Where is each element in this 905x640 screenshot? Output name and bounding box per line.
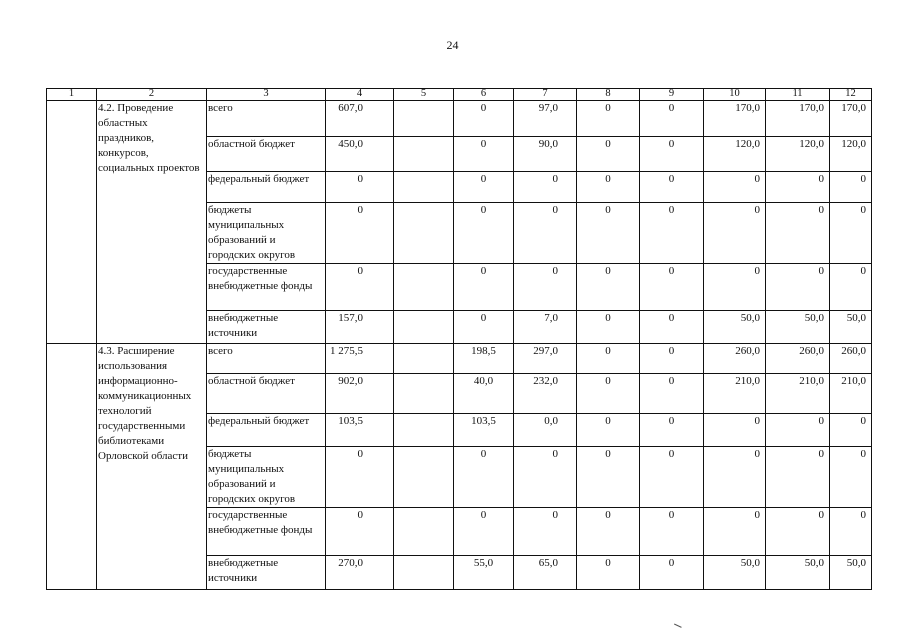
value-cell: 260,0 xyxy=(766,344,830,374)
funding-source-cell: всего xyxy=(207,101,326,137)
value-cell: 297,0 xyxy=(514,344,577,374)
value-cell: 0 xyxy=(454,172,514,203)
value-cell: 0 xyxy=(577,556,640,590)
value-cell: 170,0 xyxy=(766,101,830,137)
value-cell: 0 xyxy=(704,414,766,447)
value-cell: 260,0 xyxy=(704,344,766,374)
column-number: 4 xyxy=(326,89,394,101)
value-cell: 0 xyxy=(640,374,704,414)
value-cell xyxy=(394,374,454,414)
value-cell: 0 xyxy=(454,203,514,264)
value-cell xyxy=(394,137,454,172)
value-cell xyxy=(394,447,454,508)
value-cell xyxy=(394,414,454,447)
value-cell: 450,0 xyxy=(326,137,394,172)
value-cell: 0 xyxy=(830,172,872,203)
value-cell: 0 xyxy=(454,137,514,172)
value-cell xyxy=(394,203,454,264)
value-cell: 0 xyxy=(577,137,640,172)
value-cell: 0 xyxy=(577,101,640,137)
funding-source-cell: государственные внебюджетные фонды xyxy=(207,264,326,311)
value-cell: 0 xyxy=(577,414,640,447)
value-cell: 50,0 xyxy=(830,311,872,344)
value-cell: 0 xyxy=(577,344,640,374)
value-cell: 0 xyxy=(640,172,704,203)
value-cell: 270,0 xyxy=(326,556,394,590)
value-cell: 0 xyxy=(514,203,577,264)
funding-source-cell: федеральный бюджет xyxy=(207,172,326,203)
value-cell: 0 xyxy=(704,264,766,311)
funding-source-cell: всего xyxy=(207,344,326,374)
value-cell: 0 xyxy=(704,172,766,203)
value-cell: 902,0 xyxy=(326,374,394,414)
funding-source-cell: бюджеты муниципальных образований и городских округов xyxy=(207,447,326,508)
value-cell: 0 xyxy=(577,203,640,264)
value-cell: 0 xyxy=(640,101,704,137)
value-cell xyxy=(394,264,454,311)
value-cell: 65,0 xyxy=(514,556,577,590)
value-cell: 0 xyxy=(640,203,704,264)
value-cell: 50,0 xyxy=(766,311,830,344)
program-name-cell: 4.3. Расширение использования информационно-коммуникационных технологий государственными библиотеками Орловской области xyxy=(97,344,207,590)
value-cell: 0 xyxy=(454,508,514,556)
value-cell: 0 xyxy=(326,508,394,556)
column-number-row xyxy=(47,89,872,101)
value-cell: 0 xyxy=(514,447,577,508)
value-cell: 260,0 xyxy=(830,344,872,374)
value-cell: 50,0 xyxy=(704,311,766,344)
value-cell xyxy=(394,508,454,556)
value-cell: 0 xyxy=(514,264,577,311)
value-cell: 0 xyxy=(514,172,577,203)
value-cell: 0 xyxy=(766,508,830,556)
value-cell: 0 xyxy=(766,447,830,508)
value-cell: 0 xyxy=(577,172,640,203)
column-number: 7 xyxy=(514,89,577,101)
value-cell: 0 xyxy=(766,414,830,447)
value-cell: 1 275,5 xyxy=(326,344,394,374)
value-cell: 0 xyxy=(766,172,830,203)
value-cell: 157,0 xyxy=(326,311,394,344)
value-cell: 50,0 xyxy=(704,556,766,590)
value-cell: 0 xyxy=(830,414,872,447)
value-cell: 0 xyxy=(766,264,830,311)
funding-source-cell: внебюджетные источники xyxy=(207,311,326,344)
value-cell: 0 xyxy=(454,101,514,137)
value-cell: 90,0 xyxy=(514,137,577,172)
value-cell: 0 xyxy=(640,556,704,590)
value-cell: 0 xyxy=(326,172,394,203)
table-row xyxy=(47,344,872,374)
page-number: 24 xyxy=(446,38,459,52)
value-cell: 120,0 xyxy=(766,137,830,172)
value-cell: 0 xyxy=(704,203,766,264)
column-number: 11 xyxy=(766,89,830,101)
value-cell: 0,0 xyxy=(514,414,577,447)
value-cell: 0 xyxy=(704,508,766,556)
column-number: 6 xyxy=(454,89,514,101)
value-cell: 120,0 xyxy=(830,137,872,172)
value-cell: 120,0 xyxy=(704,137,766,172)
value-cell: 0 xyxy=(326,447,394,508)
value-cell: 0 xyxy=(640,137,704,172)
value-cell: 0 xyxy=(577,264,640,311)
value-cell: 50,0 xyxy=(830,556,872,590)
value-cell: 170,0 xyxy=(830,101,872,137)
value-cell: 0 xyxy=(454,447,514,508)
value-cell: 0 xyxy=(640,264,704,311)
value-cell: 0 xyxy=(640,414,704,447)
column-number: 5 xyxy=(394,89,454,101)
column-number: 2 xyxy=(97,89,207,101)
value-cell: 40,0 xyxy=(454,374,514,414)
value-cell: 170,0 xyxy=(704,101,766,137)
blank-cell xyxy=(47,101,97,344)
value-cell: 7,0 xyxy=(514,311,577,344)
value-cell: 50,0 xyxy=(766,556,830,590)
value-cell: 0 xyxy=(830,508,872,556)
value-cell xyxy=(394,556,454,590)
value-cell: 55,0 xyxy=(454,556,514,590)
value-cell: 103,5 xyxy=(454,414,514,447)
value-cell: 198,5 xyxy=(454,344,514,374)
value-cell: 0 xyxy=(766,203,830,264)
value-cell: 0 xyxy=(640,508,704,556)
column-number: 9 xyxy=(640,89,704,101)
value-cell xyxy=(394,101,454,137)
value-cell: 0 xyxy=(514,508,577,556)
value-cell: 0 xyxy=(640,344,704,374)
value-cell: 0 xyxy=(830,203,872,264)
funding-source-cell: бюджеты муниципальных образований и городских округов xyxy=(207,203,326,264)
value-cell: 607,0 xyxy=(326,101,394,137)
value-cell xyxy=(394,344,454,374)
value-cell: 0 xyxy=(830,264,872,311)
funding-source-cell: государственные внебюджетные фонды xyxy=(207,508,326,556)
value-cell xyxy=(394,311,454,344)
blank-cell xyxy=(47,344,97,590)
value-cell: 97,0 xyxy=(514,101,577,137)
value-cell: 0 xyxy=(577,508,640,556)
value-cell: 0 xyxy=(577,374,640,414)
value-cell: 0 xyxy=(640,311,704,344)
value-cell: 0 xyxy=(454,264,514,311)
value-cell: 0 xyxy=(577,311,640,344)
value-cell: 0 xyxy=(640,447,704,508)
value-cell: 0 xyxy=(326,264,394,311)
value-cell: 210,0 xyxy=(830,374,872,414)
scan-mark xyxy=(672,624,681,632)
column-number: 1 xyxy=(47,89,97,101)
column-number: 10 xyxy=(704,89,766,101)
value-cell: 210,0 xyxy=(704,374,766,414)
value-cell: 0 xyxy=(577,447,640,508)
column-number: 8 xyxy=(577,89,640,101)
value-cell xyxy=(394,172,454,203)
value-cell: 0 xyxy=(454,311,514,344)
column-number: 12 xyxy=(830,89,872,101)
funding-source-cell: областной бюджет xyxy=(207,374,326,414)
value-cell: 103,5 xyxy=(326,414,394,447)
table-row xyxy=(47,101,872,137)
funding-source-cell: внебюджетные источники xyxy=(207,556,326,590)
value-cell: 0 xyxy=(326,203,394,264)
funding-source-cell: областной бюджет xyxy=(207,137,326,172)
value-cell: 210,0 xyxy=(766,374,830,414)
value-cell: 0 xyxy=(704,447,766,508)
value-cell: 0 xyxy=(830,447,872,508)
column-number: 3 xyxy=(207,89,326,101)
funding-source-cell: федеральный бюджет xyxy=(207,414,326,447)
budget-table xyxy=(46,88,872,590)
value-cell: 232,0 xyxy=(514,374,577,414)
program-name-cell: 4.2. Проведение областных праздников, конкурсов, социальных проектов xyxy=(97,101,207,344)
